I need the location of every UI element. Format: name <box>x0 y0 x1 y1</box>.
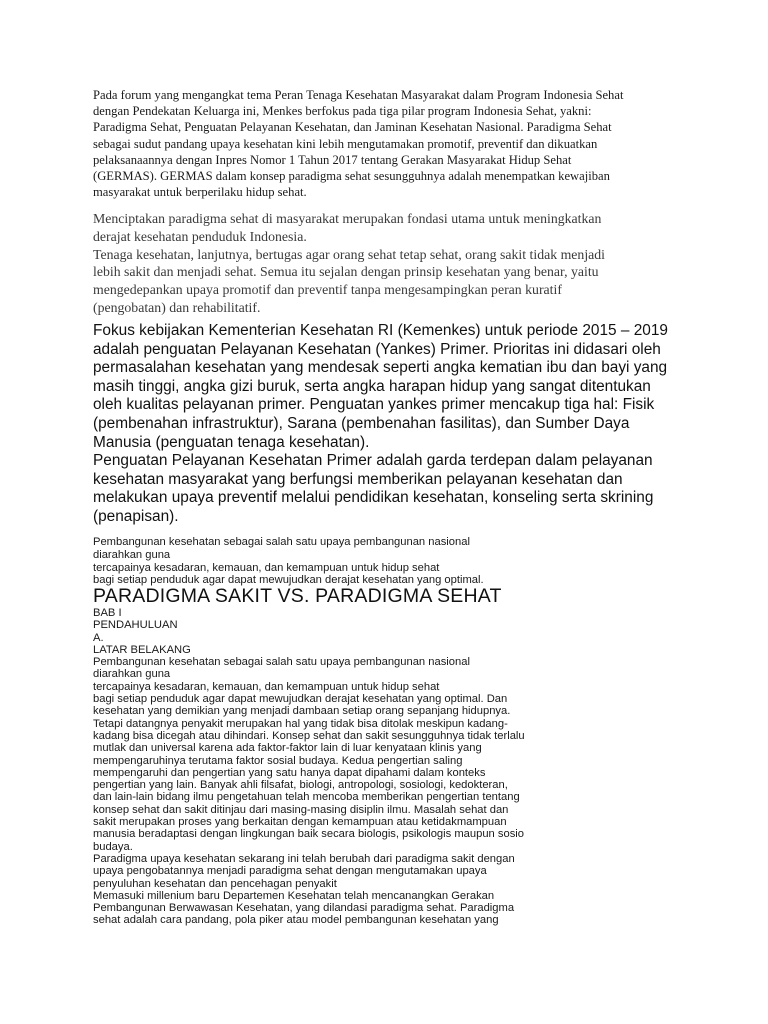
paragraph-bab-i: BAB I PENDAHULUAN A. LATAR BELAKANG Pembangunan kesehatan sebagai salah satu upaya pembangunan nasional diarahkan guna tercapainya kesadaran, kemauan, dan kemampuan untuk hidup sehat bagi setiap penduduk agar dapat mewujudkan derajat kesehatan yang optimal. Dan kesehatan yang demikian yang menjadi dambaan setiap orang sepanjang hidupnya. Tetapi datangnya penyakit merupakan hal yang tidak bisa ditolak meskipun kadang- kadang bisa dicegah atau dihindari. Konsep sehat dan sakit sesungguhnya tidak terlalu mutlak dan universal karena ada faktor-faktor lain di luar kenyataan klinis yang mempengaruhinya terutama faktor sosial budaya. Kedua pengertian saling mempengaruhi dan pengertian yang satu hanya dapat dipahami dalam konteks pengertian yang lain. Banyak ahli filsafat, biologi, antropologi, sosiologi, kedokteran, dan lain-lain bidang ilmu pengetahuan telah mencoba memberikan pengertian tentang konsep sehat dan sakit ditinjau dari masing-masing disiplin ilmu. Masalah sehat dan sakit merupakan proses yang berkaitan dengan kemampuan atau ketidakmampuan manusia beradaptasi dengan lingkungan baik secara biologis, psikologis maupun sosio budaya. Paradigma upaya kesehatan sekarang ini telah berubah dari paradigma sakit dengan upaya pengobatannya menjadi paradigma sehat dengan mengutamakan upaya penyuluhan kesehatan dan pencehagan penyakit Memasuki millenium baru Departemen Kesehatan telah mencanangkan Gerakan Pembangunan Berwawasan Kesehatan, yang dilandasi paradigma sehat. Paradigma sehat adalah cara pandang, pola piker atau model pembangunan kesehatan yang <box>93 607 525 927</box>
paragraph-pembangunan: Pembangunan kesehatan sebagai salah satu upaya pembangunan nasional diarahkan guna tercapainya kesadaran, kemauan, dan kemampuan untuk hidup sehat bagi setiap penduduk agar dapat mewujudkan derajat kesehatan yang optimal. <box>93 536 484 587</box>
paragraph-paradigma: Menciptakan paradigma sehat di masyarakat merupakan fondasi utama untuk meningkatkan derajat kesehatan penduduk Indonesia. Tenaga kesehatan, lanjutnya, bertugas agar orang sehat tetap sehat, orang sakit tidak menjadi lebih sakit dan menjadi sehat. Semua itu sejalan dengan prinsip kesehatan yang benar, yaitu mengedepankan upaya promotif dan preventif tanpa mengesampingkan peran kuratif (pengobatan) dan rehabilitatif. <box>93 211 606 315</box>
document-title: PARADIGMA SAKIT VS. PARADIGMA SEHAT <box>93 585 502 607</box>
paragraph-forum: Pada forum yang mengangkat tema Peran Tenaga Kesehatan Masyarakat dalam Program Indonesia Sehat dengan Pendekatan Keluarga ini, Menkes berfokus pada tiga pilar program Indonesia Sehat, yakni: Paradigma Sehat, Penguatan Pelayanan Kesehatan, dan Jaminan Kesehatan Nasional. Paradigma Sehat sebagai sudut pandang upaya kesehatan kini lebih mengutamakan promotif, preventif dan dikuatkan pelaksanaannya dengan Inpres Nomor 1 Tahun 2017 tentang Gerakan Masyarakat Hidup Sehat (GERMAS). GERMAS dalam konsep paradigma sehat sesungguhnya adalah menempatkan kewajiban masyarakat untuk berperilaku hidup sehat. <box>93 88 624 200</box>
paragraph-fokus-kebijakan: Fokus kebijakan Kementerian Kesehatan RI (Kemenkes) untuk periode 2015 – 2019 adalah penguatan Pelayanan Kesehatan (Yankes) Primer. Prioritas ini didasari oleh permasalahan kesehatan yang mendesak seperti angka kematian ibu dan bayi yang masih tinggi, angka gizi buruk, serta angka harapan hidup yang sangat ditentukan oleh kualitas pelayanan primer. Penguatan yankes primer mencakup tiga hal: Fisik (pembenahan infrastruktur), Sarana (pembenahan fasilitas), dan Sumber Daya Manusia (penguatan tenaga kesehatan). Penguatan Pelayanan Kesehatan Primer adalah garda terdepan dalam pelayanan kesehatan masyarakat yang berfungsi memberikan pelayanan kesehatan dan melakukan upaya preventif melalui pendidikan kesehatan, konseling serta skrining (penapisan). <box>93 322 668 525</box>
